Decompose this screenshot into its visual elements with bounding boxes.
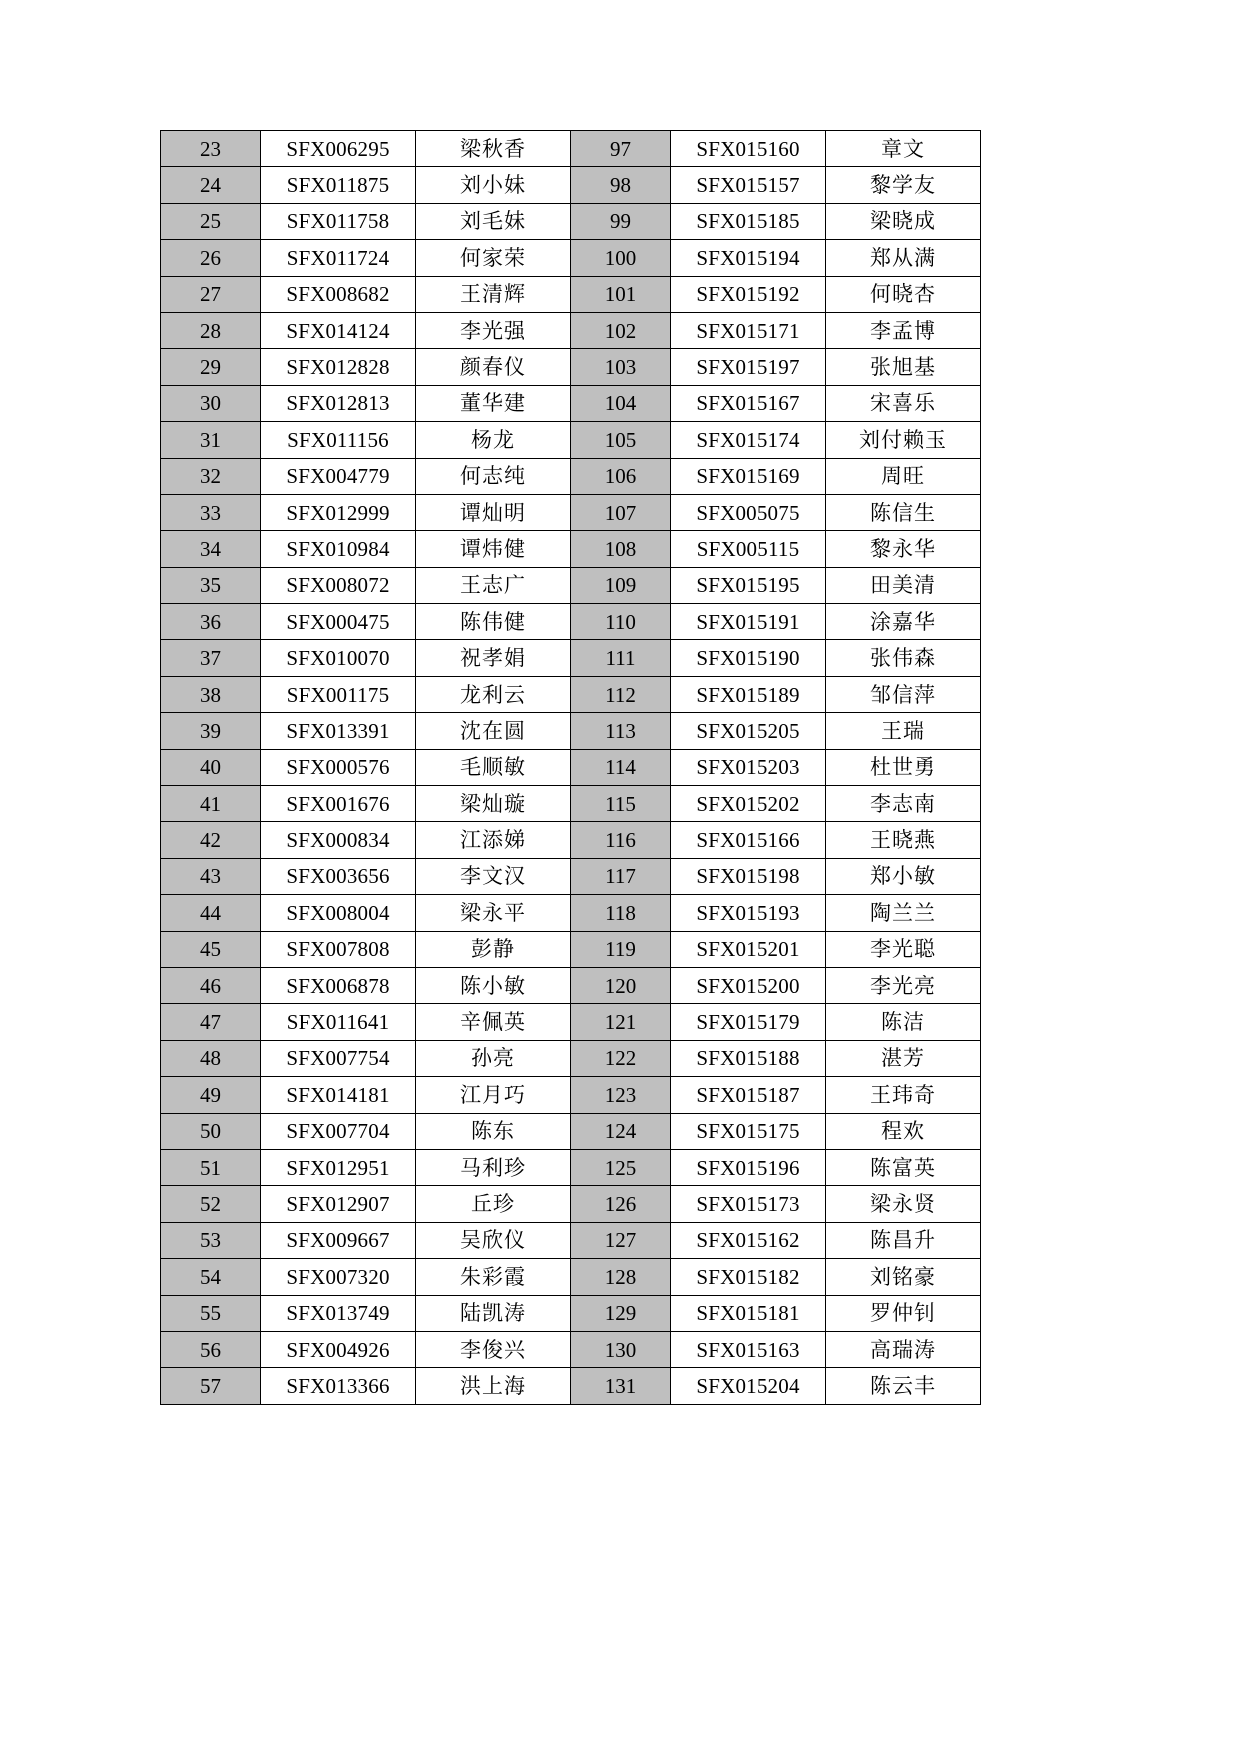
name-cell-left: 刘毛妹 [416, 203, 571, 239]
name-cell-right: 陈云丰 [826, 1368, 981, 1404]
name-cell-left: 颜春仪 [416, 349, 571, 385]
id-cell-left: SFX011641 [261, 1004, 416, 1040]
name-cell-right: 湛芳 [826, 1040, 981, 1076]
name-cell-left: 李俊兴 [416, 1331, 571, 1367]
table-row [161, 203, 981, 239]
table-row [161, 1259, 981, 1295]
id-cell-left: SFX012907 [261, 1186, 416, 1222]
table-row [161, 1186, 981, 1222]
id-cell-right: SFX015167 [671, 385, 826, 421]
seq-cell-right: 103 [571, 349, 671, 385]
name-cell-left: 孙亮 [416, 1040, 571, 1076]
name-cell-right: 王晓燕 [826, 822, 981, 858]
seq-cell-left: 27 [161, 276, 261, 312]
seq-cell-right: 130 [571, 1331, 671, 1367]
name-cell-left: 吴欣仪 [416, 1222, 571, 1258]
name-cell-left: 梁永平 [416, 895, 571, 931]
seq-cell-right: 110 [571, 604, 671, 640]
seq-cell-right: 99 [571, 203, 671, 239]
seq-cell-left: 43 [161, 858, 261, 894]
id-cell-left: SFX007808 [261, 931, 416, 967]
table-row [161, 713, 981, 749]
table-row [161, 349, 981, 385]
id-cell-left: SFX012828 [261, 349, 416, 385]
id-cell-right: SFX015200 [671, 967, 826, 1003]
id-cell-right: SFX015204 [671, 1368, 826, 1404]
name-cell-left: 刘小妹 [416, 167, 571, 203]
name-cell-right: 宋喜乐 [826, 385, 981, 421]
name-cell-left: 沈在圆 [416, 713, 571, 749]
name-cell-right: 陈信生 [826, 494, 981, 530]
seq-cell-left: 36 [161, 604, 261, 640]
seq-cell-left: 28 [161, 312, 261, 348]
name-cell-right: 陈洁 [826, 1004, 981, 1040]
seq-cell-left: 53 [161, 1222, 261, 1258]
id-cell-right: SFX015205 [671, 713, 826, 749]
id-cell-left: SFX010984 [261, 531, 416, 567]
id-cell-left: SFX006878 [261, 967, 416, 1003]
table-row [161, 385, 981, 421]
seq-cell-left: 48 [161, 1040, 261, 1076]
table-row [161, 1368, 981, 1404]
seq-cell-right: 108 [571, 531, 671, 567]
seq-cell-left: 25 [161, 203, 261, 239]
seq-cell-right: 116 [571, 822, 671, 858]
name-cell-left: 马利珍 [416, 1149, 571, 1185]
id-cell-right: SFX015190 [671, 640, 826, 676]
id-cell-right: SFX015179 [671, 1004, 826, 1040]
seq-cell-left: 24 [161, 167, 261, 203]
id-cell-right: SFX015185 [671, 203, 826, 239]
name-cell-right: 陈富英 [826, 1149, 981, 1185]
id-cell-right: SFX015196 [671, 1149, 826, 1185]
name-cell-right: 章文 [826, 131, 981, 167]
name-cell-left: 洪上海 [416, 1368, 571, 1404]
seq-cell-right: 123 [571, 1077, 671, 1113]
id-cell-right: SFX005115 [671, 531, 826, 567]
table-row [161, 604, 981, 640]
name-cell-left: 辛佩英 [416, 1004, 571, 1040]
name-cell-right: 刘付赖玉 [826, 422, 981, 458]
seq-cell-right: 97 [571, 131, 671, 167]
id-cell-right: SFX015171 [671, 312, 826, 348]
table-row [161, 1149, 981, 1185]
name-cell-right: 郑小敏 [826, 858, 981, 894]
id-cell-left: SFX011758 [261, 203, 416, 239]
name-cell-left: 祝孝娟 [416, 640, 571, 676]
id-cell-left: SFX012951 [261, 1149, 416, 1185]
name-cell-left: 陆凯涛 [416, 1295, 571, 1331]
id-cell-left: SFX010070 [261, 640, 416, 676]
id-cell-right: SFX015163 [671, 1331, 826, 1367]
name-cell-right: 陶兰兰 [826, 895, 981, 931]
name-cell-right: 黎永华 [826, 531, 981, 567]
name-cell-left: 王清辉 [416, 276, 571, 312]
name-cell-right: 周旺 [826, 458, 981, 494]
name-cell-left: 陈东 [416, 1113, 571, 1149]
table-row [161, 240, 981, 276]
seq-cell-right: 102 [571, 312, 671, 348]
id-cell-left: SFX007320 [261, 1259, 416, 1295]
seq-cell-right: 121 [571, 1004, 671, 1040]
name-cell-left: 梁秋香 [416, 131, 571, 167]
seq-cell-left: 40 [161, 749, 261, 785]
roster-table [160, 130, 981, 1405]
name-cell-left: 毛顺敏 [416, 749, 571, 785]
seq-cell-right: 112 [571, 676, 671, 712]
name-cell-left: 丘珍 [416, 1186, 571, 1222]
id-cell-left: SFX011875 [261, 167, 416, 203]
name-cell-right: 杜世勇 [826, 749, 981, 785]
id-cell-right: SFX015174 [671, 422, 826, 458]
seq-cell-right: 118 [571, 895, 671, 931]
seq-cell-left: 35 [161, 567, 261, 603]
name-cell-right: 李孟博 [826, 312, 981, 348]
seq-cell-left: 42 [161, 822, 261, 858]
seq-cell-left: 46 [161, 967, 261, 1003]
table-row [161, 1004, 981, 1040]
roster-table-body [161, 131, 981, 1405]
table-row [161, 822, 981, 858]
id-cell-left: SFX013391 [261, 713, 416, 749]
table-row [161, 131, 981, 167]
name-cell-right: 王玮奇 [826, 1077, 981, 1113]
id-cell-right: SFX015175 [671, 1113, 826, 1149]
seq-cell-right: 105 [571, 422, 671, 458]
name-cell-left: 董华建 [416, 385, 571, 421]
id-cell-left: SFX000576 [261, 749, 416, 785]
seq-cell-right: 120 [571, 967, 671, 1003]
id-cell-left: SFX014181 [261, 1077, 416, 1113]
seq-cell-left: 55 [161, 1295, 261, 1331]
seq-cell-left: 45 [161, 931, 261, 967]
name-cell-left: 江添娣 [416, 822, 571, 858]
name-cell-left: 何志纯 [416, 458, 571, 494]
id-cell-right: SFX015162 [671, 1222, 826, 1258]
seq-cell-right: 109 [571, 567, 671, 603]
table-row [161, 967, 981, 1003]
seq-cell-left: 33 [161, 494, 261, 530]
id-cell-left: SFX009667 [261, 1222, 416, 1258]
name-cell-left: 李文汉 [416, 858, 571, 894]
table-row [161, 786, 981, 822]
id-cell-right: SFX015202 [671, 786, 826, 822]
id-cell-right: SFX015189 [671, 676, 826, 712]
name-cell-right: 何晓杏 [826, 276, 981, 312]
id-cell-left: SFX004926 [261, 1331, 416, 1367]
seq-cell-right: 115 [571, 786, 671, 822]
id-cell-left: SFX000834 [261, 822, 416, 858]
table-row [161, 931, 981, 967]
id-cell-right: SFX015193 [671, 895, 826, 931]
id-cell-right: SFX015166 [671, 822, 826, 858]
id-cell-left: SFX007754 [261, 1040, 416, 1076]
name-cell-right: 梁晓成 [826, 203, 981, 239]
seq-cell-left: 41 [161, 786, 261, 822]
seq-cell-left: 50 [161, 1113, 261, 1149]
seq-cell-left: 26 [161, 240, 261, 276]
id-cell-left: SFX008004 [261, 895, 416, 931]
name-cell-right: 黎学友 [826, 167, 981, 203]
name-cell-right: 李光亮 [826, 967, 981, 1003]
seq-cell-right: 129 [571, 1295, 671, 1331]
name-cell-right: 王瑞 [826, 713, 981, 749]
table-row [161, 895, 981, 931]
table-row [161, 167, 981, 203]
seq-cell-left: 34 [161, 531, 261, 567]
table-row [161, 1077, 981, 1113]
id-cell-left: SFX013749 [261, 1295, 416, 1331]
table-row [161, 1222, 981, 1258]
table-row [161, 458, 981, 494]
name-cell-right: 郑从满 [826, 240, 981, 276]
name-cell-left: 梁灿璇 [416, 786, 571, 822]
id-cell-right: SFX015201 [671, 931, 826, 967]
seq-cell-left: 39 [161, 713, 261, 749]
id-cell-right: SFX015188 [671, 1040, 826, 1076]
id-cell-left: SFX012999 [261, 494, 416, 530]
seq-cell-right: 126 [571, 1186, 671, 1222]
seq-cell-left: 57 [161, 1368, 261, 1404]
seq-cell-right: 128 [571, 1259, 671, 1295]
seq-cell-right: 107 [571, 494, 671, 530]
seq-cell-left: 51 [161, 1149, 261, 1185]
id-cell-right: SFX015195 [671, 567, 826, 603]
name-cell-left: 何家荣 [416, 240, 571, 276]
id-cell-right: SFX015191 [671, 604, 826, 640]
name-cell-right: 梁永贤 [826, 1186, 981, 1222]
seq-cell-left: 32 [161, 458, 261, 494]
table-row [161, 640, 981, 676]
id-cell-left: SFX013366 [261, 1368, 416, 1404]
id-cell-right: SFX005075 [671, 494, 826, 530]
id-cell-right: SFX015197 [671, 349, 826, 385]
name-cell-right: 张旭基 [826, 349, 981, 385]
name-cell-right: 高瑞涛 [826, 1331, 981, 1367]
seq-cell-right: 106 [571, 458, 671, 494]
name-cell-left: 陈伟健 [416, 604, 571, 640]
id-cell-left: SFX000475 [261, 604, 416, 640]
table-row [161, 494, 981, 530]
seq-cell-left: 54 [161, 1259, 261, 1295]
seq-cell-left: 31 [161, 422, 261, 458]
table-row [161, 858, 981, 894]
name-cell-left: 谭炜健 [416, 531, 571, 567]
name-cell-left: 谭灿明 [416, 494, 571, 530]
id-cell-right: SFX015169 [671, 458, 826, 494]
table-row [161, 1040, 981, 1076]
seq-cell-right: 127 [571, 1222, 671, 1258]
seq-cell-left: 38 [161, 676, 261, 712]
id-cell-left: SFX011724 [261, 240, 416, 276]
name-cell-right: 李光聪 [826, 931, 981, 967]
table-row [161, 531, 981, 567]
seq-cell-left: 56 [161, 1331, 261, 1367]
name-cell-right: 张伟森 [826, 640, 981, 676]
id-cell-right: SFX015173 [671, 1186, 826, 1222]
name-cell-right: 刘铭豪 [826, 1259, 981, 1295]
seq-cell-right: 125 [571, 1149, 671, 1185]
id-cell-left: SFX014124 [261, 312, 416, 348]
id-cell-left: SFX008682 [261, 276, 416, 312]
seq-cell-left: 47 [161, 1004, 261, 1040]
id-cell-left: SFX001175 [261, 676, 416, 712]
table-row [161, 276, 981, 312]
name-cell-right: 陈昌升 [826, 1222, 981, 1258]
id-cell-left: SFX011156 [261, 422, 416, 458]
seq-cell-right: 104 [571, 385, 671, 421]
name-cell-right: 李志南 [826, 786, 981, 822]
name-cell-right: 罗仲钊 [826, 1295, 981, 1331]
seq-cell-left: 52 [161, 1186, 261, 1222]
table-row [161, 422, 981, 458]
id-cell-left: SFX008072 [261, 567, 416, 603]
name-cell-right: 程欢 [826, 1113, 981, 1149]
id-cell-left: SFX006295 [261, 131, 416, 167]
seq-cell-left: 49 [161, 1077, 261, 1113]
table-row [161, 312, 981, 348]
name-cell-right: 涂嘉华 [826, 604, 981, 640]
id-cell-left: SFX004779 [261, 458, 416, 494]
id-cell-right: SFX015157 [671, 167, 826, 203]
seq-cell-left: 29 [161, 349, 261, 385]
id-cell-right: SFX015187 [671, 1077, 826, 1113]
table-row [161, 1331, 981, 1367]
name-cell-left: 朱彩霞 [416, 1259, 571, 1295]
name-cell-left: 江月巧 [416, 1077, 571, 1113]
seq-cell-right: 124 [571, 1113, 671, 1149]
table-row [161, 1295, 981, 1331]
seq-cell-right: 117 [571, 858, 671, 894]
id-cell-left: SFX007704 [261, 1113, 416, 1149]
name-cell-left: 王志广 [416, 567, 571, 603]
id-cell-left: SFX003656 [261, 858, 416, 894]
id-cell-left: SFX001676 [261, 786, 416, 822]
table-row [161, 749, 981, 785]
seq-cell-right: 101 [571, 276, 671, 312]
id-cell-right: SFX015160 [671, 131, 826, 167]
id-cell-right: SFX015181 [671, 1295, 826, 1331]
name-cell-left: 陈小敏 [416, 967, 571, 1003]
seq-cell-left: 44 [161, 895, 261, 931]
seq-cell-right: 111 [571, 640, 671, 676]
seq-cell-right: 113 [571, 713, 671, 749]
seq-cell-right: 122 [571, 1040, 671, 1076]
seq-cell-right: 100 [571, 240, 671, 276]
id-cell-right: SFX015203 [671, 749, 826, 785]
seq-cell-right: 131 [571, 1368, 671, 1404]
id-cell-right: SFX015192 [671, 276, 826, 312]
name-cell-right: 田美清 [826, 567, 981, 603]
id-cell-right: SFX015198 [671, 858, 826, 894]
name-cell-right: 邹信萍 [826, 676, 981, 712]
seq-cell-right: 98 [571, 167, 671, 203]
name-cell-left: 龙利云 [416, 676, 571, 712]
name-cell-left: 李光强 [416, 312, 571, 348]
name-cell-left: 彭静 [416, 931, 571, 967]
table-row [161, 676, 981, 712]
seq-cell-right: 119 [571, 931, 671, 967]
seq-cell-left: 37 [161, 640, 261, 676]
id-cell-right: SFX015194 [671, 240, 826, 276]
seq-cell-right: 114 [571, 749, 671, 785]
table-row [161, 567, 981, 603]
seq-cell-left: 30 [161, 385, 261, 421]
table-row [161, 1113, 981, 1149]
id-cell-right: SFX015182 [671, 1259, 826, 1295]
seq-cell-left: 23 [161, 131, 261, 167]
name-cell-left: 杨龙 [416, 422, 571, 458]
id-cell-left: SFX012813 [261, 385, 416, 421]
